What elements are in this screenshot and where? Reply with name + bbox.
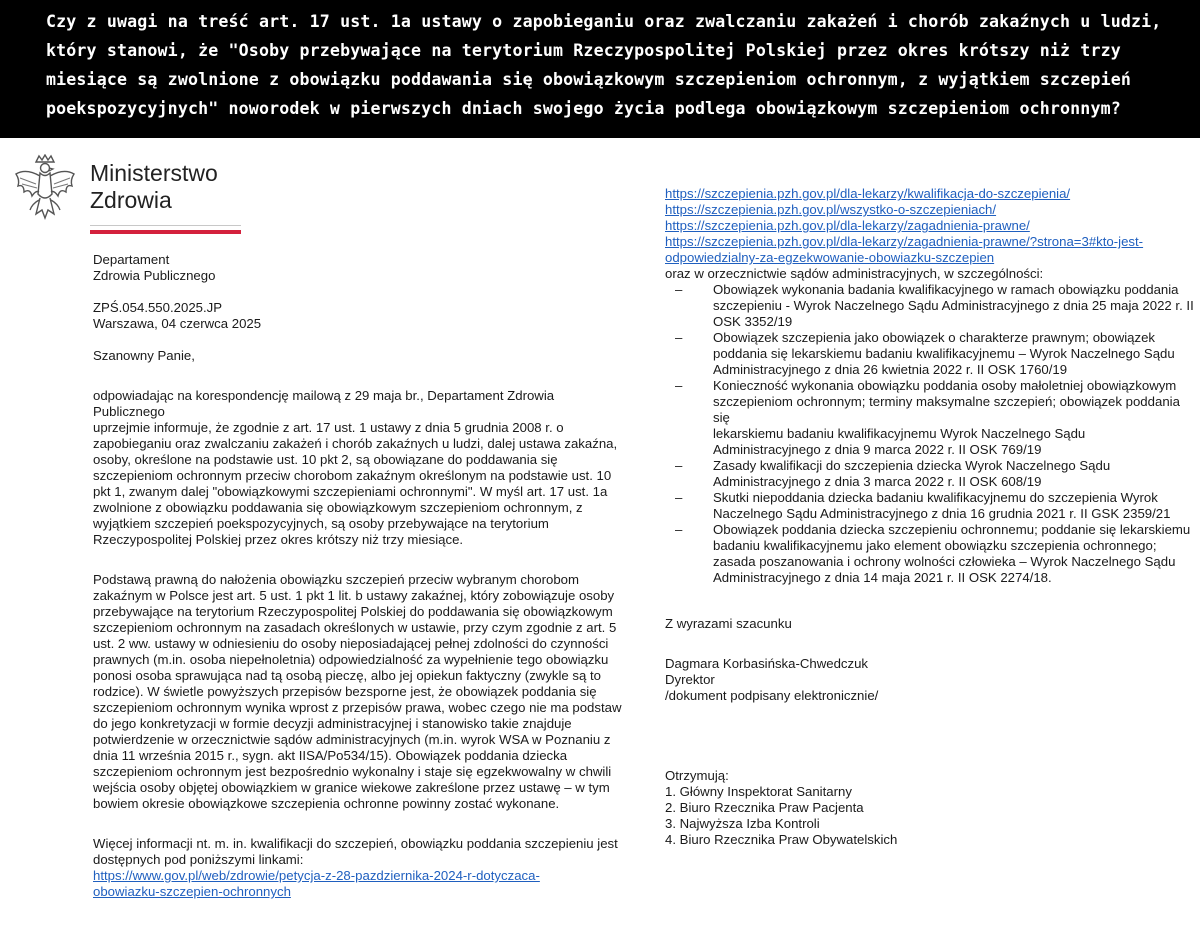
case-law-item-text: Skutki niepoddania dziecka badaniu kwalifikacyjnemu do szczepienia Wyrok Naczelnego Sądu Administracyjnego z dnia 16 grudnia 2021 r. II GSK 2359/21 xyxy=(713,490,1171,521)
recipient-item: 3. Najwyższa Izba Kontroli xyxy=(665,816,820,831)
dash-bullet: – xyxy=(675,522,683,537)
case-law-list xyxy=(665,282,1195,586)
case-law-item-text: Obowiązek poddania dziecka szczepieniu ochronnemu; poddanie się lekarskiemu badaniu kwalifikacyjnemu jako element obowiązku szczepienia ochronnego; zasada poszanowania i ochrony wolności człowieka – Wyrok Naczelnego Sądu Administracyjnego z dnia 14 maja 2021 r. II OSK 2274/18. xyxy=(713,522,1191,585)
polish-eagle-icon xyxy=(12,154,78,234)
reference-and-date: ZPŚ.054.550.2025.JP Warszawa, 04 czerwca 2025 xyxy=(93,300,262,331)
case-law-item-text: Zasady kwalifikacji do szczepienia dziecka Wyrok Naczelnego Sądu Administracyjnego z dnia 3 marca 2022 r. II OSK 608/19 xyxy=(713,458,1111,489)
closing: Z wyrazami szacunku xyxy=(665,616,792,631)
case-law-item-text: Konieczność wykonania obowiązku poddania osoby małoletniej obowiązkowym szczepieniom ochronnym; terminy maksymalne szczepień; obowiązek poddania się lekarskiemu badaniu kwalifikacyjnemu Wyrok Naczelnego Sądu Administracyjnego z dnia 9 marca 2022 r. II OSK 769/19 xyxy=(713,378,1180,457)
dash-bullet: – xyxy=(675,282,683,297)
paragraph-2: Podstawą prawną do nałożenia obowiązku szczepień przeciw wybranym chorobom zakaźnym w Polsce jest art. 5 ust. 1 pkt 1 lit. b ustawy zakaźnej, który zobowiązuje osoby przebywające na terytorium Rzeczypospolitej Polskiej do poddawania się obowiązkowym szczepieniom ochronnym na zasadach określonych w ustawie, przy czym zgodnie z art. 5 ust. 2 ww. ustawy w odniesieniu do osoby nieposiadającej pełnej zdolności do czynności prawnych (m.in. osoba niepełnoletnia) odpowiedzialność za wypełnienie tego obowiązku ponosi osoba sprawująca nad tą osobą pieczę, albo jej opiekun faktyczny (zwykle są to rodzice). W świetle powyższych przepisów bezsporne jest, że obowiązek poddania się szczepieniom ochronnym wynika wprost z przepisów prawa, wobec czego nie ma podstaw do jego konkretyzacji w formie decyzji administracyjnej i stanowisko takie znajduje potwierdzenie w orzecznictwie sądów administracyjnych (m.in. wyrok WSA w Poznaniu z dnia 11 września 2015 r., sygn. akt IISA/Po534/15). Obowiązek poddania dziecka szczepieniom ochronnym jest bezpośrednio wykonalny i staje się egzekwowalny w chwili wejścia osoby objętej obowiązkiem w granice wiekowe zakreślone przez ustawę – w tym bowiem okresie obowiązkowe szczepienia ochronne powinny zostać wykonane. xyxy=(93,572,622,811)
department-name: Departament Zdrowia Publicznego xyxy=(93,252,216,283)
list-item xyxy=(665,522,1195,586)
link-pzh-wszystko[interactable]: https://szczepienia.pzh.gov.pl/wszystko-o-szczepieniach/ xyxy=(665,202,997,217)
list-item xyxy=(665,458,1195,490)
link-gov-petition[interactable]: https://www.gov.pl/web/zdrowie/petycja-z-28-pazdziernika-2024-r-dotyczaca- obowiazku-szczepien-ochronnych xyxy=(93,868,540,899)
question-banner xyxy=(0,0,1200,138)
case-law-intro: oraz w orzecznictwie sądów administracyjnych, w szczególności: xyxy=(665,266,1044,281)
dash-bullet: – xyxy=(675,458,683,473)
link-pzh-zagadnienia[interactable]: https://szczepienia.pzh.gov.pl/dla-lekarzy/zagadnienia-prawne/ xyxy=(665,218,1030,233)
recipient-item: 4. Biuro Rzecznika Praw Obywatelskich xyxy=(665,832,898,847)
logo-divider xyxy=(90,225,241,226)
recipient-item: 1. Główny Inspektorat Sanitarny xyxy=(665,784,852,799)
paragraph-1: odpowiadając na korespondencję mailową z 29 maja br., Departament Zdrowia Publicznego uprzejmie informuje, że zgodnie z art. 17 ust. 1 ustawy z dnia 5 grudnia 2008 r. o zapobieganiu oraz zwalczaniu zakażeń i chorób zakaźnych u ludzi, dalej ustawa zakaźna, osoby, określone na podstawie ust. 10 pkt 2, są obowiązane do poddawania się szczepieniom ochronnym przeciw chorobom zakaźnym określonym na podstawie ust. 10 pkt 1, zwanym dalej "obowiązkowymi szczepieniami ochronnymi". W myśl art. 17 ust. 1a zwolnione z obowiązku poddawania się obowiązkowym szczepieniom ochronnym, z wyjątkiem szczepień poekspozycyjnych, są osoby przebywające na terytorium Rzeczypospolitej Polskiej przez okres krótszy niż trzy miesiące. xyxy=(93,388,618,547)
salutation: Szanowny Panie, xyxy=(93,348,195,363)
ministry-logo xyxy=(12,154,237,236)
case-law-item-text: Obowiązek wykonania badania kwalifikacyjnego w ramach obowiązku poddania szczepieniu - Wyrok Naczelnego Sądu Administracyjnego z dnia 25 maja 2022 r. II OSK 3352/19 xyxy=(713,282,1194,329)
dash-bullet: – xyxy=(675,330,683,345)
banner-question-text: Czy z uwagi na treść art. 17 ust. 1a ustawy o zapobieganiu oraz zwalczaniu zakażeń i chorób zakaźnych u ludzi, który stanowi, że "Osoby przebywające na terytorium Rzeczypospolitej Polskiej przez okres krótszy niż trzy miesiące są zwolnione z obowiązku poddawania się obowiązkowym szczepieniom ochronnym, z wyjątkiem szczepień poekspozycyjnych" noworodek w pierwszych dniach swojego życia podlega obowiązkowym szczepieniom ochronnym? xyxy=(46,12,1162,118)
logo-red-bar xyxy=(90,230,241,234)
ministry-name-line1: Ministerstwo xyxy=(90,160,218,186)
dash-bullet: – xyxy=(675,378,683,393)
link-pzh-kwalifikacja[interactable]: https://szczepienia.pzh.gov.pl/dla-lekarzy/kwalifikacja-do-szczepienia/ xyxy=(665,186,1071,201)
link-pzh-kto-jest-odpowiedzialny[interactable]: https://szczepienia.pzh.gov.pl/dla-lekarzy/zagadnienia-prawne/?strona=3#kto-jest- odpowiedzialny-za-egzekwowanie-obowiazku-szczepien xyxy=(665,234,1144,265)
list-item xyxy=(665,490,1195,522)
list-item xyxy=(665,330,1195,378)
list-item xyxy=(665,282,1195,330)
letter-left-column xyxy=(93,252,628,900)
paragraph-3: Więcej informacji nt. m. in. kwalifikacji do szczepień, obowiązku poddania szczepieniu jest dostępnych pod poniższymi linkami: xyxy=(93,836,618,867)
case-law-item-text: Obowiązek szczepienia jako obowiązek o charakterze prawnym; obowiązek poddania się lekarskiemu badaniu kwalifikacyjnemu – Wyrok Naczelnego Sądu Administracyjnego z dnia 26 kwietnia 2022 r. II OSK 1760/19 xyxy=(713,330,1175,377)
list-item xyxy=(665,378,1195,458)
recipient-item: 2. Biuro Rzecznika Praw Pacjenta xyxy=(665,800,864,815)
ministry-name xyxy=(90,160,218,214)
recipients-list xyxy=(665,784,1195,848)
dash-bullet: – xyxy=(675,490,683,505)
recipients-title: Otrzymują: xyxy=(665,768,729,783)
letter-right-column xyxy=(665,186,1195,848)
signature-block: Dagmara Korbasińska-Chwedczuk Dyrektor /dokument podpisany elektronicznie/ xyxy=(665,656,879,703)
ministry-name-line2: Zdrowia xyxy=(90,187,172,213)
